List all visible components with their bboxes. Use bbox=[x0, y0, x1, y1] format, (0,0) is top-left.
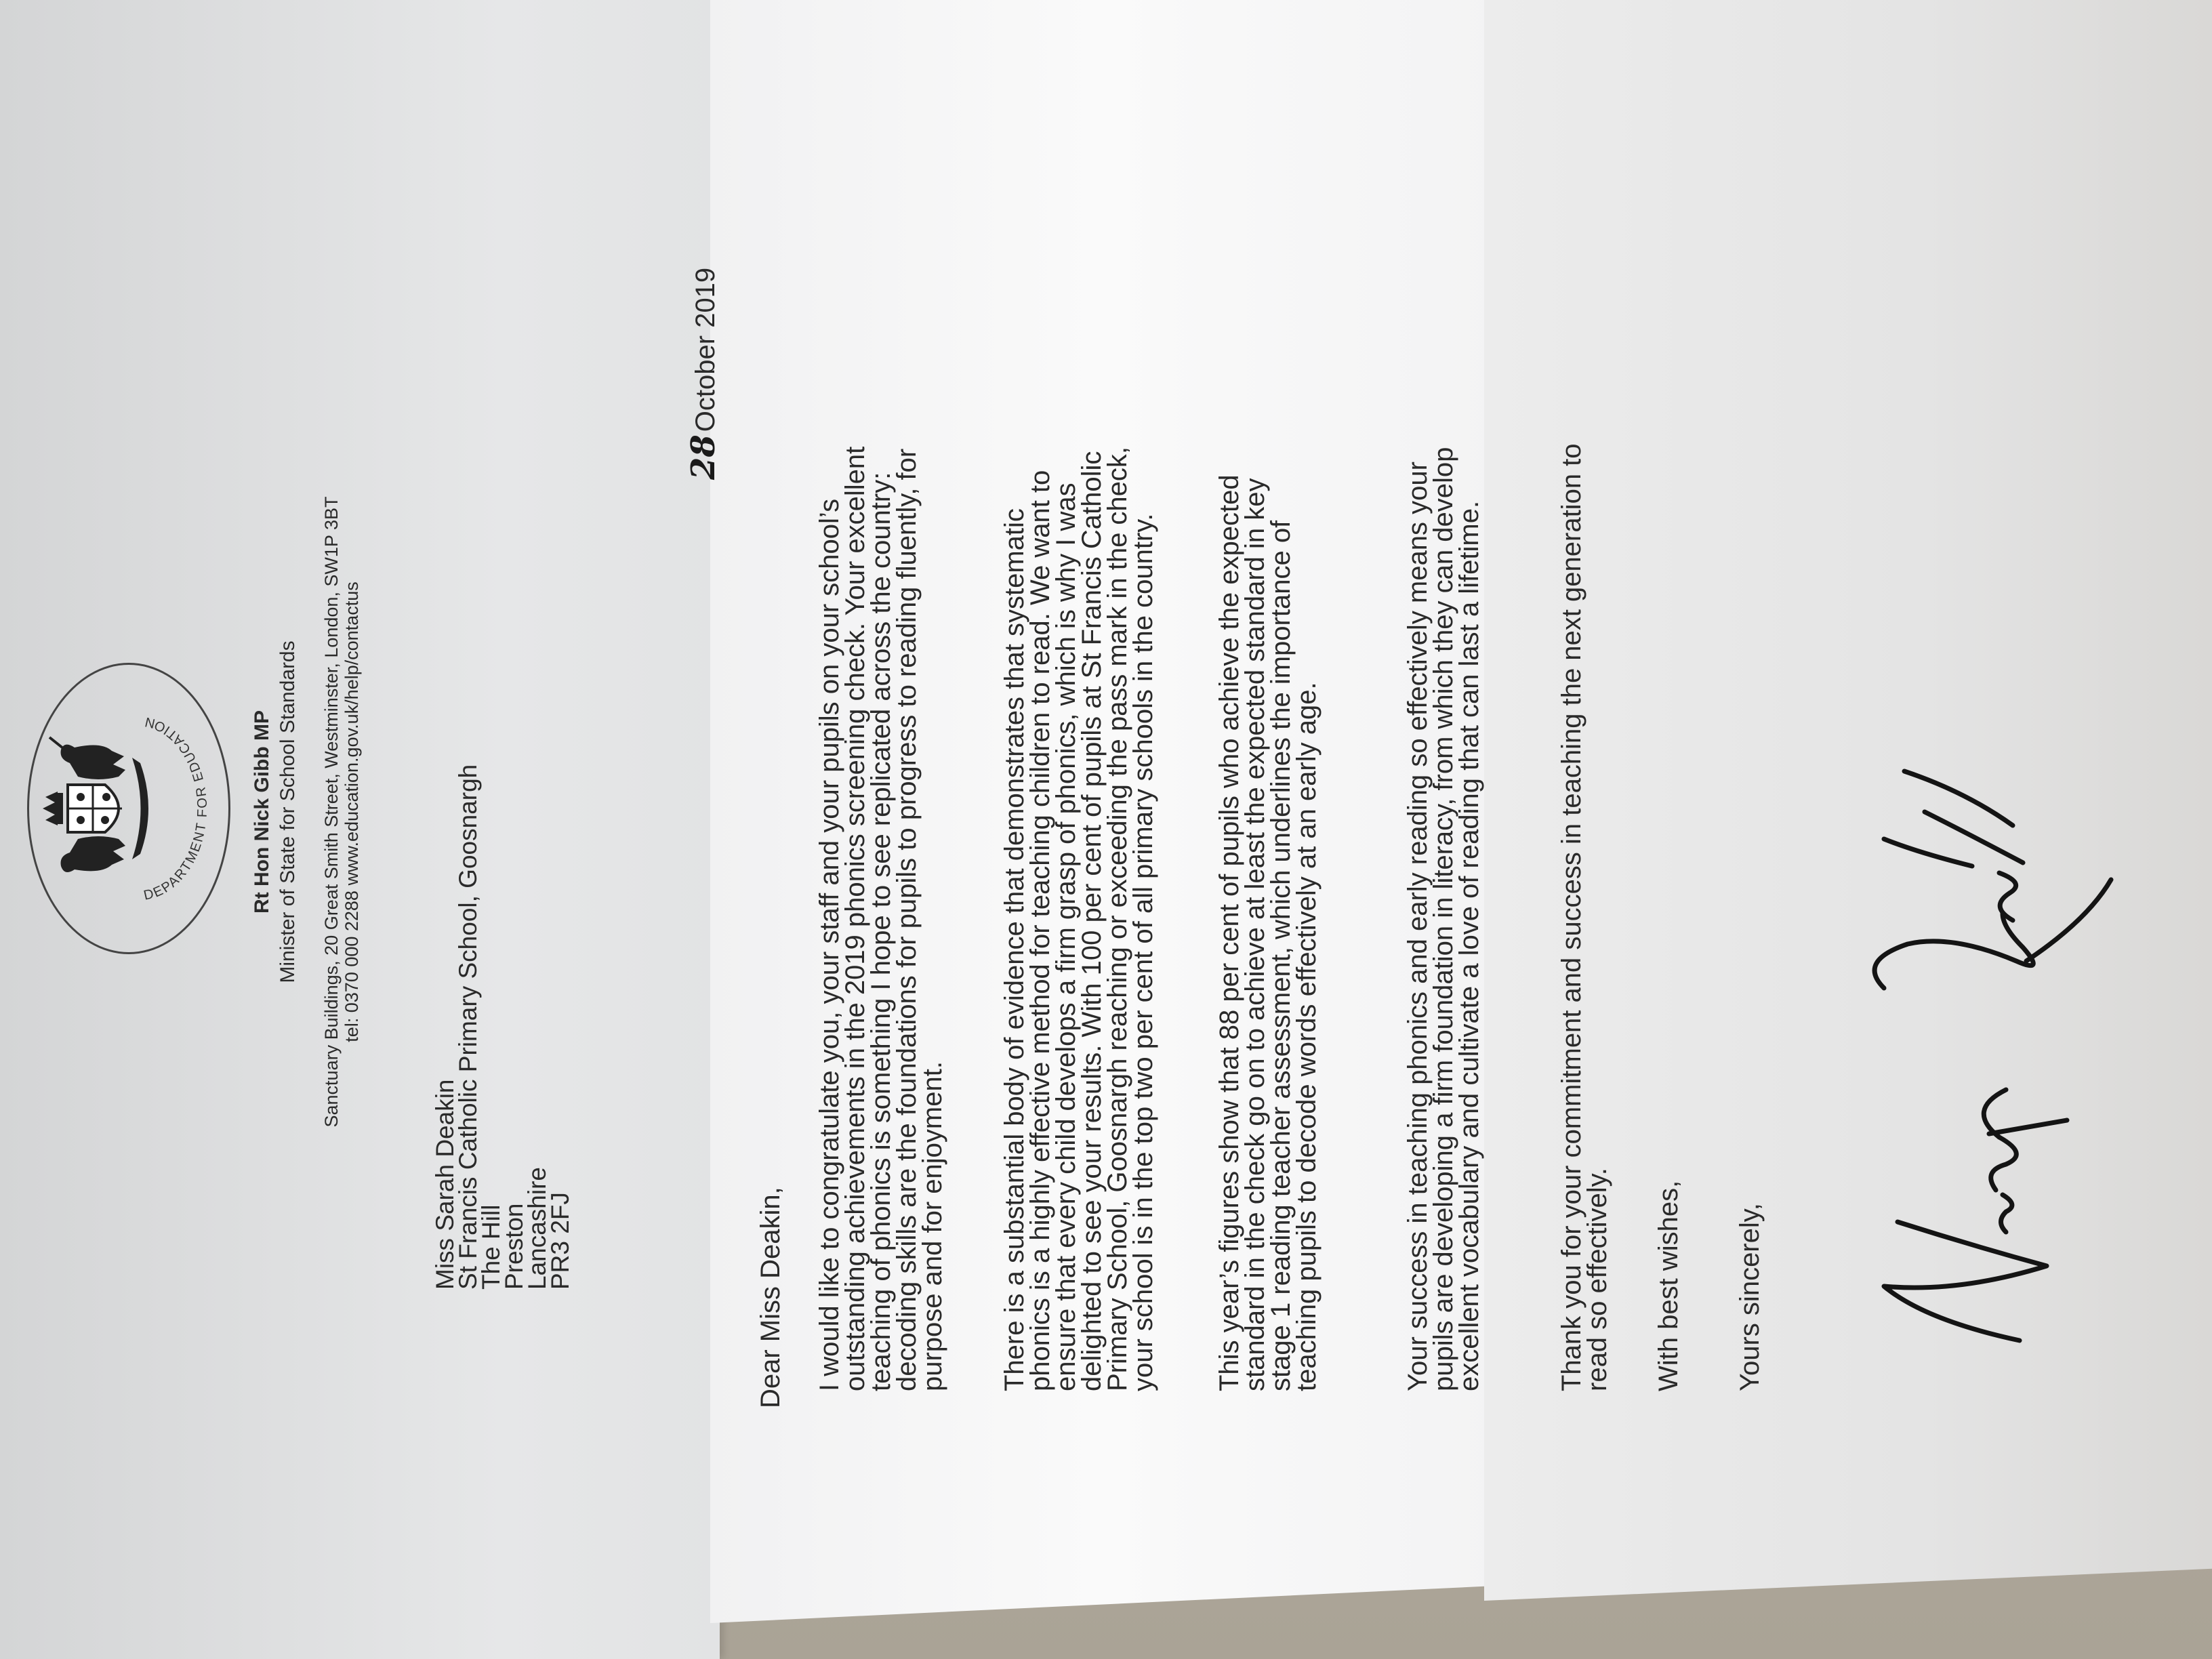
paragraph-line: delighted to see your results. With 100 per cent of pupils at St Francis Catholic bbox=[1077, 451, 1107, 1391]
department-name: DEPARTMENT FOR EDUCATION bbox=[142, 714, 211, 903]
paragraph-line: stage 1 reading teacher assessment, which underlines the importance of bbox=[1266, 520, 1296, 1391]
recipient-address-block bbox=[431, 476, 574, 1290]
paragraph-line: decoding skills are the foundations for pupils to progress to reading fluently, for bbox=[892, 448, 922, 1391]
paragraph-line: standard in the check go on to achieve at least the expected standard in key bbox=[1240, 478, 1270, 1391]
paragraph-line: Your success in teaching phonics and early reading so effectively means your bbox=[1403, 462, 1433, 1391]
paragraph-line: ensure that every child develops a firm grasp of phonics, which is why I was bbox=[1051, 483, 1081, 1391]
recipient-line: Miss Sarah Deakin bbox=[431, 1079, 459, 1290]
closing-signoff: Yours sincerely, bbox=[1735, 1203, 1765, 1391]
body-paragraph bbox=[1405, 131, 1482, 1391]
body-paragraph bbox=[1002, 131, 1156, 1391]
body-paragraph bbox=[1559, 131, 1610, 1391]
recipient-line: PR3 2FJ bbox=[546, 1192, 574, 1290]
department-address: Sanctuary Buildings, 20 Great Smith Street, Westminster, London, SW1P 3BT bbox=[321, 496, 342, 1128]
recipient-line: The Hill bbox=[477, 1204, 505, 1290]
handwritten-signature bbox=[1843, 731, 2128, 1368]
body-paragraph bbox=[1214, 131, 1322, 1391]
royal-crest-logo bbox=[37, 676, 220, 941]
salutation: Dear Miss Deakin, bbox=[756, 1187, 785, 1408]
paragraph-line: teaching pupils to decode words effectively at an early age. bbox=[1292, 682, 1322, 1391]
printed-date: October 2019 bbox=[691, 267, 720, 432]
paragraph-line: purpose and for enjoyment. bbox=[918, 1061, 947, 1391]
paragraph-line: outstanding achievements in the 2019 phonics screening check. Your excellent bbox=[840, 446, 870, 1391]
paragraph-line: teaching of phonics is something I hope to see replicated across the country: bbox=[866, 472, 896, 1391]
letter-date bbox=[684, 5, 722, 480]
paragraph-line: There is a substantial body of evidence that demonstrates that systematic bbox=[1000, 508, 1029, 1391]
recipient-line: Preston bbox=[500, 1203, 528, 1290]
paragraph-line: read so effectively. bbox=[1582, 1168, 1612, 1391]
paragraph-line: Primary School, Goosnargh reaching or exceeding the pass mark in the check, bbox=[1103, 446, 1132, 1391]
closing-wishes: With best wishes, bbox=[1654, 1180, 1683, 1391]
paragraph-line: Thank you for your commitment and success in teaching the next generation to bbox=[1557, 443, 1586, 1391]
recipient-line: St Francis Catholic Primary School, Goosnargh bbox=[454, 764, 482, 1290]
minister-name: Rt Hon Nick Gibb MP bbox=[251, 710, 273, 914]
paragraph-line: your school is in the top two per cent of all primary schools in the country. bbox=[1128, 513, 1158, 1391]
handwritten-date-day: 28 bbox=[684, 434, 722, 480]
minister-title: Minister of State for School Standards bbox=[276, 640, 299, 983]
department-contact: tel: 0370 000 2288 www.education.gov.uk/help/contactus bbox=[342, 581, 362, 1042]
body-paragraph bbox=[817, 131, 945, 1391]
paragraph-line: excellent vocabulary and cultivate a love of reading that can last a lifetime. bbox=[1454, 500, 1484, 1391]
recipient-line: Lancashire bbox=[523, 1166, 551, 1290]
paragraph-line: This year’s figures show that 88 per cent of pupils who achieve the expected bbox=[1214, 474, 1244, 1391]
paragraph-line: phonics is a highly effective method for teaching children to read. We want to bbox=[1025, 470, 1055, 1391]
paragraph-line: pupils are developing a firm foundation in literacy, from which they can develop bbox=[1429, 447, 1458, 1391]
paragraph-line: I would like to congratulate you, your staff and your pupils on your school’s bbox=[815, 498, 844, 1391]
